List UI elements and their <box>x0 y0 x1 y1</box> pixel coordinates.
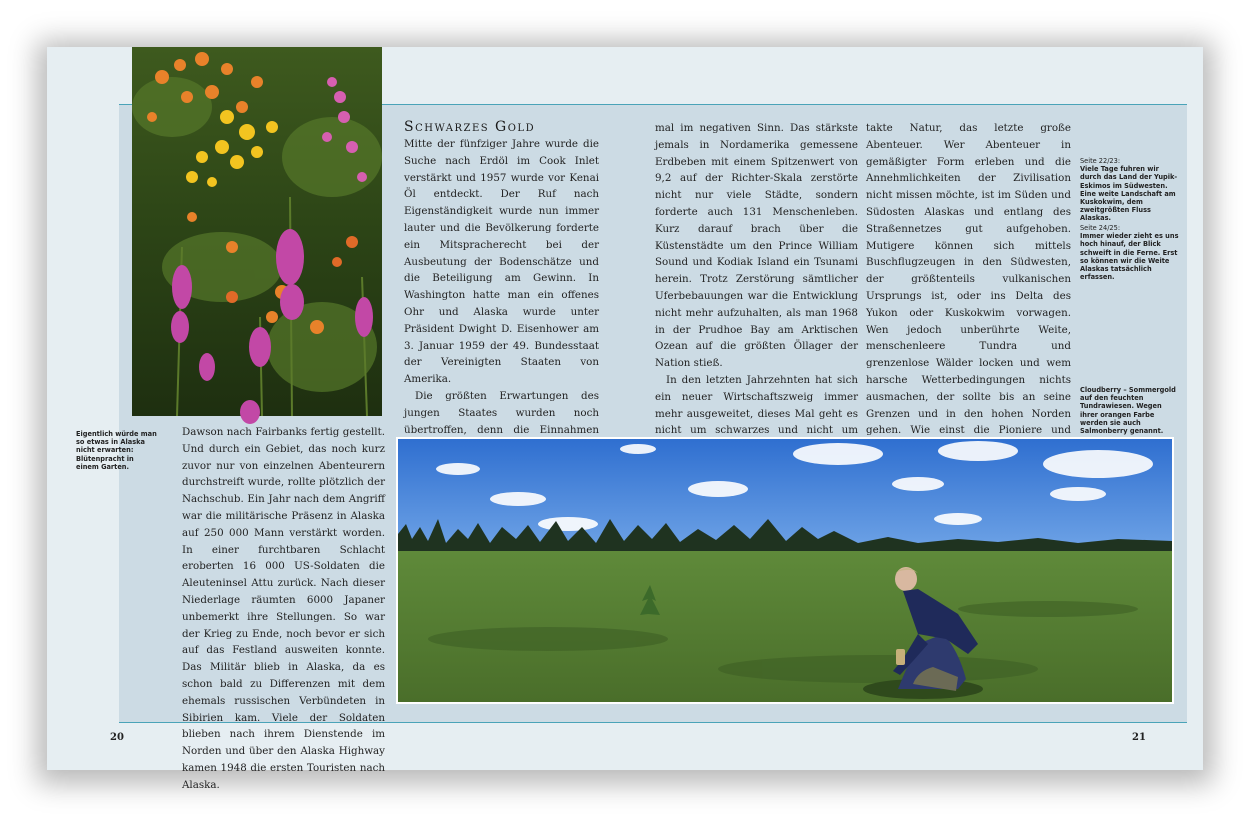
paragraph: Mitte der fünfziger Jahre wurde die Suche nach Erdöl im Cook Inlet verstärkt und 1957 wurde vor Kenai Öl entdeckt. Der Ruf nach Eigenständigkeit wurde nun immer lauter und die Bevölkerung forderte ein Mitspracherecht bei der Ausbeutung der Bodenschätze und die Beteiligung am Gewinn. In Washington hatte man ein offenes Ohr und Alaska wurde unter Präsident Dwight D. Eisenhower am 3. Januar 1959 der 49. Bundesstaat der Vereinigten Staaten von Amerika. <box>404 138 599 386</box>
paragraph: In den letzten Jahrzehnten hat sich ein neuer Wirtschaftszweig immer mehr ausgeweitet, dieses Mal geht es nicht um schwarzes und nicht um <box>655 373 858 437</box>
section-heading: Schwarzes Gold <box>404 119 536 135</box>
caption-text: Immer wieder zieht es uns hoch hinauf, der Blick schweift in die Ferne. Erst so können wir die Weite Alaskas tatsächlich erfassen. <box>1080 232 1179 282</box>
caption-head: Seite 24/25: <box>1080 224 1121 232</box>
top-rule-right <box>382 104 1187 105</box>
caption-text: Cloudberry – Sommergold auf den feuchten Tundrawiesen. Wegen ihrer orangen Farbe werden sie auch Salmonberry genannt. <box>1080 386 1176 436</box>
paragraph: Dawson nach Fairbanks fertig gestellt. Und durch ein Gebiet, das noch kurz zuvor nur von einzelnen Abenteurern durchstreift wurde, rollte plötzlich der Nachschub. Ein Jahr nach dem Angriff war die militärische Präsenz in Alaska auf 250 000 Mann verstärkt worden. In einer furchtbaren Schlacht eroberten 16 000 US-Soldaten die Aleuteninsel Attu zurück. Nach dieser Niederlage räumten 6000 Japaner unbemerkt ihre Stellungen. So war der Krieg zu Ende, noch bevor er sich auf das Festland ausweiten konnte. Das Militär blieb in Alaska, da es schon bald zu Differenzen mit dem ehemals russischen Verbündeten in Sibirien kam. Viele der Soldaten blieben nach ihrem Dienstende im Norden und über den Alaska Highway kamen 1948 die ersten Touristen nach Alaska. <box>182 426 385 791</box>
caption-flowers: Eigentlich würde man so etwas in Alaska nicht erwarten: Blütenpracht in einem Garten. <box>76 430 157 471</box>
caption-page-22-23 <box>1080 157 1180 223</box>
flowers-photo <box>132 47 382 416</box>
left-text-column <box>182 424 385 794</box>
paragraph: Die größten Erwartungen des jungen Staates wurden noch übertroffen, denn die Einnahmen <box>404 389 599 436</box>
caption-text: Viele Tage fuhren wir durch das Land der Yupik-Eskimos im Südwesten. Eine weite Landschaft am Kuskokwim, dem zweitgrößten Fluss Alaskas. <box>1080 165 1178 223</box>
page-number-right: 21 <box>1132 732 1146 743</box>
paragraph: mal im negativen Sinn. Das stärkste jemals in Nordamerika gemessene Erdbeben mit einem Spitzenwert von 9,2 auf der Richter-Skala zerstörte nicht nur viele Städte, sondern forderte auch 131 Menschenleben. Kurz darauf brach über die Küstenstädte um den Prince William Sound und Kodiak Island ein Tsunami herein. Trotz Zerstörung sämtlicher Uferbebauungen war die Entwicklung nicht mehr aufzuhalten, als man 1968 in der Prudhoe Bay am Arktischen Ozean auf die größten Öllager der Nation stieß. <box>655 122 858 370</box>
top-rule-left <box>119 104 132 105</box>
tundra-photo <box>396 437 1174 704</box>
caption-page-24-25 <box>1080 224 1180 281</box>
caption-head: Seite 22/23: <box>1080 157 1121 165</box>
caption-cloudberry <box>1080 386 1180 435</box>
paragraph: takte Natur, das letzte große Abenteuer. Wer Abenteuer in gemäßigter Form erleben und die Annehmlichkeiten der Zivilisation nicht missen möchte, ist im Süden und Südosten Alaskas und entlang des Straßennetzes gut aufgehoben. Mutigere können sich mittels Buschflugzeugen in den Südwesten, der größtenteils vulkanischen Ursprungs ist, oder ins Delta des Yukon oder Kuskokwim vorwagen. Wen jedoch unberührte Weite, menschenleere Tundra und grenzenlose Wälder locken und wem harsche Wetterbedingungen nichts ausmachen, der sollte bis an seine Grenzen und in den hohen Norden gehen. Wie einst die Pioniere und <box>866 122 1071 437</box>
book-spread <box>47 47 1203 791</box>
page-number-left: 20 <box>110 732 124 743</box>
